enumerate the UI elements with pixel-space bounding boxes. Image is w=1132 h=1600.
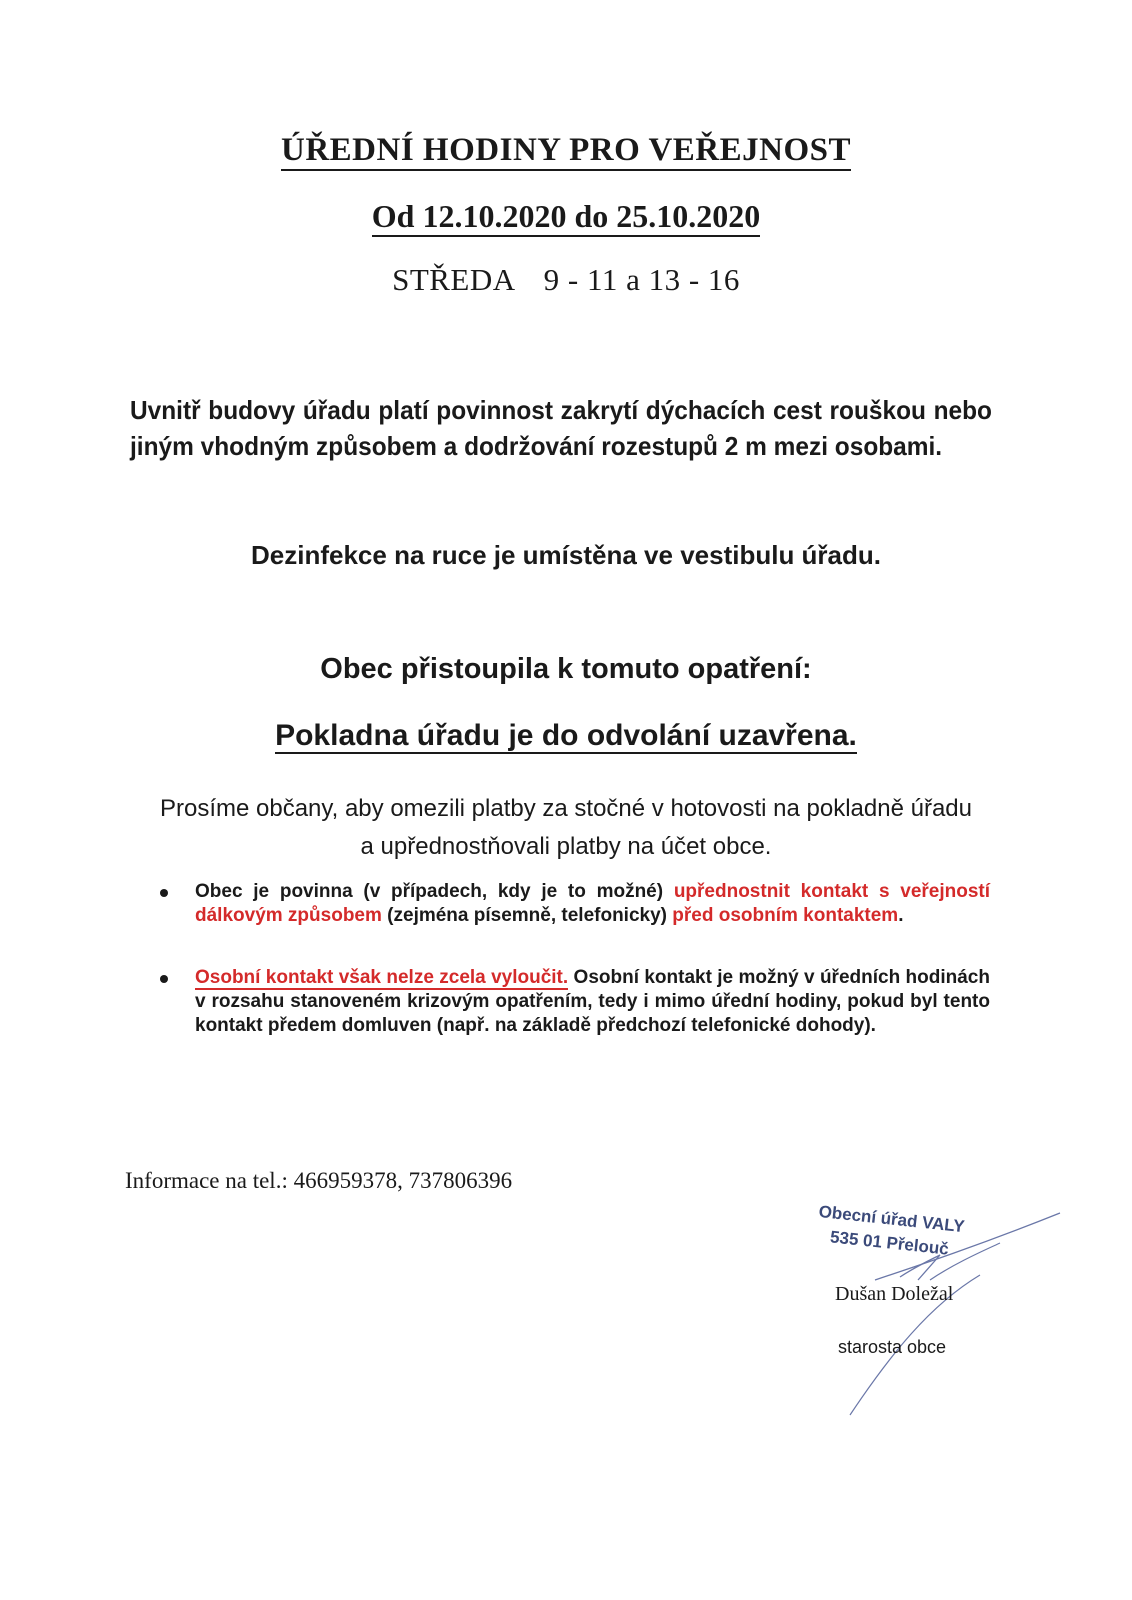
office-hours <box>0 262 1132 298</box>
highlight-personal-contact: před osobním kontaktem <box>672 905 899 926</box>
mask-notice: Uvnitř budovy úřadu platí povinnost zakrytí dýchacích cest rouškou nebo jiným vhodným způsobem a dodržování rozestupů 2 m mezi osobami. <box>130 395 992 461</box>
office-hours-day: STŘEDA <box>392 262 516 297</box>
stamp-line-1: Obecní úřad VALY <box>817 1201 966 1237</box>
office-hours-range: 9 - 11 a 13 - 16 <box>543 262 740 297</box>
stamp-line-2: 535 01 Přelouč <box>829 1227 950 1259</box>
bullet-icon <box>160 889 168 897</box>
payments-line-1: Prosíme občany, aby omezili platby za stočné v hotovosti na pokladně úřadu <box>159 795 972 822</box>
cashier-closed-notice: Pokladna úřadu je do odvolání uzavřena. <box>275 719 857 752</box>
highlight-contact-not-excluded: Osobní kontakt však nelze zcela vyloučit. <box>195 967 569 988</box>
payments-request <box>0 790 1132 866</box>
signer-role: starosta obce <box>838 1337 947 1357</box>
date-range: Od 12.10.2020 do 25.10.2020 <box>0 198 1132 235</box>
disinfection-notice: Dezinfekce na ruce je umístěna ve vestibulu úřadu. <box>251 540 881 570</box>
contact-phones: Informace na tel.: 466959378, 737806396 <box>125 1168 513 1193</box>
signer-name: Dušan Doležal <box>835 1283 954 1305</box>
payments-line-2: a upřednostňovali platby na účet obce. <box>360 833 772 860</box>
highlight-remote-contact: upřednostnit kontakt s veřejností dálkovým způsobem <box>195 881 991 926</box>
list-item: Obec je povinna (v případech, kdy je to možné) upřednostnit kontakt s veřejností dálkovým způsobem (zejména písemně, telefonicky) před osobním kontaktem. <box>160 880 990 928</box>
page-title: ÚŘEDNÍ HODINY PRO VEŘEJNOST <box>0 132 1132 169</box>
list-item: Osobní kontakt však nelze zcela vyloučit. Osobní kontakt je možný v úředních hodinách v rozsahu stanoveném krizovým opatřením, tedy i mimo úřední hodiny, pokud byl tento kontakt předem domluven (např. na základě předchozí telefonické dohody). <box>160 966 990 1038</box>
contact-rules-list <box>160 880 990 1038</box>
measure-intro: Obec přistoupila k tomuto opatření: <box>320 653 812 685</box>
bullet-icon <box>160 975 168 983</box>
